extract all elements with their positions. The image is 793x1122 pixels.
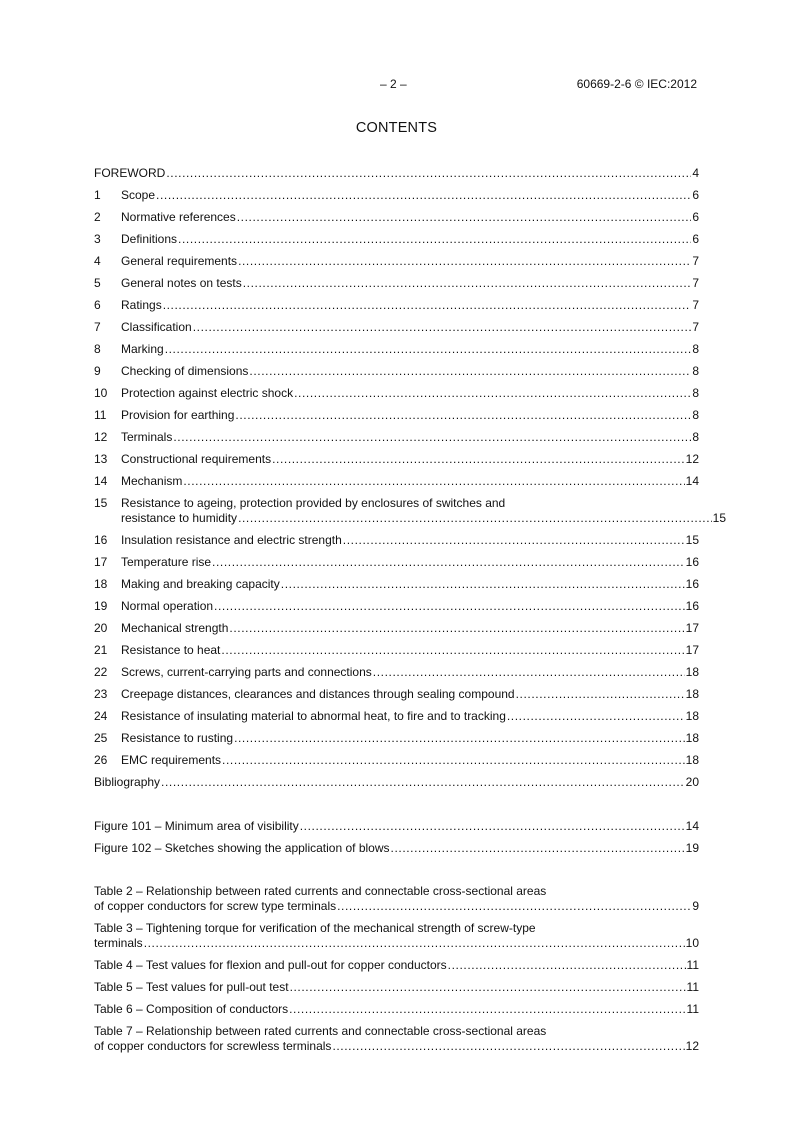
dot-leader [144, 936, 685, 951]
toc-entry-number: 6 [94, 298, 101, 312]
toc-entry-page: 6 [692, 232, 699, 246]
table-entry-page: 11 [686, 980, 699, 994]
toc-entry-page: 16 [685, 599, 699, 613]
table-entry-text: Table 6 – Composition of conductors [94, 1002, 289, 1016]
toc-entry-page: 4 [692, 166, 699, 180]
dot-leader [166, 166, 691, 181]
toc-entry-foreword[interactable] [94, 166, 699, 182]
toc-entry[interactable] [94, 342, 699, 358]
toc-entry-text: Resistance to ageing, protection provided by enclosures of switches and [121, 496, 506, 510]
toc-entry-text: Bibliography [94, 775, 161, 789]
toc-entry-text: Marking [121, 342, 164, 356]
toc-entry-text: Mechanism [121, 474, 183, 488]
toc-entry-page: 7 [692, 276, 699, 290]
list-of-tables-entry[interactable] [94, 1024, 699, 1056]
toc-entry-number: 5 [94, 276, 101, 290]
toc-entry-text: EMC requirements [121, 753, 222, 767]
dot-leader [237, 210, 692, 225]
toc-entry-text: General notes on tests [121, 276, 242, 290]
document-reference: 60669-2-6 © IEC:2012 [576, 77, 697, 91]
toc-entry[interactable] [94, 577, 699, 593]
page-title: CONTENTS [355, 120, 438, 136]
toc-entry[interactable] [94, 665, 699, 681]
list-of-tables-entry[interactable] [94, 958, 699, 974]
toc-entry[interactable] [94, 408, 699, 424]
toc-entry-text: Terminals [121, 430, 173, 444]
toc-entry-page: 8 [692, 364, 699, 378]
toc-entry[interactable] [94, 599, 699, 615]
figure-entry-text: Figure 101 – Minimum area of visibility [94, 819, 299, 833]
toc-entry[interactable] [94, 731, 699, 747]
dot-leader [343, 533, 685, 548]
toc-entry[interactable] [94, 687, 699, 703]
page-number: – 2 – [380, 77, 407, 91]
toc-entry-text: Normal operation [121, 599, 214, 613]
toc-entry-text: Scope [121, 188, 156, 202]
dot-leader [222, 753, 685, 768]
toc-entry-text: Mechanical strength [121, 621, 229, 635]
dot-leader [165, 342, 692, 357]
toc-entry-page: 8 [692, 386, 699, 400]
list-of-figures-entry[interactable] [94, 819, 699, 835]
table-entry-page: 11 [686, 958, 699, 972]
toc-entry-number: 20 [94, 621, 108, 635]
toc-entry-text: Temperature rise [121, 555, 212, 569]
toc-entry[interactable] [94, 386, 699, 402]
dot-leader [289, 1002, 685, 1017]
dot-leader [173, 430, 691, 445]
toc-entry-number: 26 [94, 753, 108, 767]
toc-entry[interactable] [94, 555, 699, 571]
toc-entry-number: 23 [94, 687, 108, 701]
toc-entry-number: 25 [94, 731, 108, 745]
toc-entry-page: 18 [685, 687, 699, 701]
toc-entry-number: 17 [94, 555, 108, 569]
table-entry-page: 11 [686, 1002, 699, 1016]
dot-leader [290, 980, 686, 995]
toc-entry-number: 18 [94, 577, 108, 591]
dot-leader [281, 577, 685, 592]
list-of-tables-entry[interactable] [94, 980, 699, 996]
toc-entry[interactable] [94, 496, 726, 528]
table-entry-text: Table 2 – Relationship between rated currents and connectable cross-sectional areas [94, 884, 547, 898]
toc-entry[interactable] [94, 298, 699, 314]
dot-leader [448, 958, 686, 973]
toc-entry-text: Resistance to rusting [121, 731, 234, 745]
dot-leader [193, 320, 692, 335]
dot-leader [221, 643, 684, 658]
dot-leader [294, 386, 691, 401]
toc-entry[interactable] [94, 276, 699, 292]
toc-entry[interactable] [94, 430, 699, 446]
toc-entry-page: 6 [692, 210, 699, 224]
toc-entry-page: 20 [685, 775, 699, 789]
toc-entry[interactable] [94, 452, 699, 468]
table-entry-text: Table 3 – Tightening torque for verification of the mechanical strength of screw-type [94, 921, 536, 935]
dot-leader [156, 188, 691, 203]
dot-leader [229, 621, 684, 636]
list-of-tables-entry[interactable] [94, 921, 699, 953]
toc-entry-page: 17 [685, 643, 699, 657]
figure-entry-text: Figure 102 – Sketches showing the application of blows [94, 841, 390, 855]
toc-entry-text: Making and breaking capacity [121, 577, 280, 591]
table-entry-page: 9 [692, 899, 699, 913]
toc-entry-page: 7 [692, 298, 699, 312]
toc-entry-number: 2 [94, 210, 101, 224]
toc-entry-page: 8 [692, 430, 699, 444]
dot-leader [161, 775, 685, 790]
toc-entry-page: 8 [692, 342, 699, 356]
toc-entry-page: 18 [685, 753, 699, 767]
toc-entry[interactable] [94, 210, 699, 226]
toc-entry-text: Definitions [121, 232, 178, 246]
toc-entry[interactable] [94, 364, 699, 380]
toc-entry-number: 19 [94, 599, 108, 613]
toc-entry-number: 11 [94, 408, 107, 422]
toc-entry[interactable] [94, 753, 699, 769]
figure-entry-page: 14 [685, 819, 699, 833]
dot-leader [238, 254, 691, 269]
table-entry-page: 10 [685, 936, 699, 950]
toc-entry-page: 7 [692, 254, 699, 268]
table-entry-text-continued: of copper conductors for screw type terminals [94, 899, 337, 913]
toc-entry-text: FOREWORD [94, 166, 166, 180]
dot-leader [183, 474, 684, 489]
toc-entry-text: Constructional requirements [121, 452, 272, 466]
toc-entry-text: Insulation resistance and electric strength [121, 533, 342, 547]
toc-entry-number: 10 [94, 386, 108, 400]
toc-entry-number: 24 [94, 709, 108, 723]
toc-entry-page: 15 [685, 533, 699, 547]
toc-entry-page: 8 [692, 408, 699, 422]
table-entry-text: Table 7 – Relationship between rated currents and connectable cross-sectional areas [94, 1024, 547, 1038]
toc-entry-text: Protection against electric shock [121, 386, 294, 400]
toc-entry-page: 16 [685, 555, 699, 569]
toc-entry-text: Provision for earthing [121, 408, 235, 422]
dot-leader [373, 665, 685, 680]
toc-entry[interactable] [94, 621, 699, 637]
toc-entry-bibliography[interactable] [94, 775, 699, 791]
toc-entry-number: 3 [94, 232, 101, 246]
toc-entry-page: 15 [712, 511, 726, 525]
dot-leader [272, 452, 685, 467]
dot-leader [516, 687, 685, 702]
table-entry-page: 12 [685, 1039, 699, 1053]
toc-entry-page: 16 [685, 577, 699, 591]
toc-entry-page: 18 [685, 731, 699, 745]
dot-leader [212, 555, 685, 570]
toc-entry-number: 13 [94, 452, 108, 466]
toc-entry[interactable] [94, 474, 699, 490]
dot-leader [391, 841, 685, 856]
toc-entry-number: 15 [94, 496, 108, 510]
dot-leader [214, 599, 685, 614]
table-entry-text-continued: of copper conductors for screwless terminals [94, 1039, 332, 1053]
toc-entry-text: Ratings [121, 298, 162, 312]
toc-entry[interactable] [94, 188, 699, 204]
toc-entry[interactable] [94, 709, 699, 725]
toc-entry-number: 7 [94, 320, 101, 334]
toc-entry-page: 6 [692, 188, 699, 202]
dot-leader [178, 232, 691, 247]
list-of-figures-entry[interactable] [94, 841, 699, 857]
toc-entry-page: 18 [685, 665, 699, 679]
dot-leader [332, 1039, 684, 1054]
toc-entry-text: General requirements [121, 254, 238, 268]
toc-entry-page: 7 [692, 320, 699, 334]
dot-leader [300, 819, 685, 834]
dot-leader [235, 408, 691, 423]
dot-leader [243, 276, 692, 291]
toc-entry-text: Creepage distances, clearances and distances through sealing compound [121, 687, 515, 701]
dot-leader [163, 298, 692, 313]
table-of-contents [94, 0, 726, 1122]
dot-leader [234, 731, 685, 746]
list-of-tables-entry[interactable] [94, 1002, 699, 1018]
table-entry-text: Table 5 – Test values for pull-out test [94, 980, 289, 994]
toc-entry-page: 18 [685, 709, 699, 723]
toc-entry-page: 17 [685, 621, 699, 635]
toc-entry-text: Screws, current-carrying parts and connections [121, 665, 372, 679]
toc-entry-number: 8 [94, 342, 101, 356]
toc-entry[interactable] [94, 320, 699, 336]
toc-entry-number: 16 [94, 533, 108, 547]
toc-entry-text: Classification [121, 320, 192, 334]
toc-entry[interactable] [94, 643, 699, 659]
toc-entry-text-continued: resistance to humidity [121, 511, 238, 525]
toc-entry-page: 12 [685, 452, 699, 466]
toc-entry-page: 14 [685, 474, 699, 488]
toc-entry-text: Resistance of insulating material to abnormal heat, to fire and to tracking [121, 709, 506, 723]
dot-leader [337, 899, 691, 914]
toc-entry-number: 14 [94, 474, 108, 488]
dot-leader [238, 511, 712, 526]
dot-leader [507, 709, 685, 724]
toc-entry-text: Resistance to heat [121, 643, 221, 657]
toc-entry-text: Checking of dimensions [121, 364, 249, 378]
toc-entry-number: 22 [94, 665, 108, 679]
toc-entry-text: Normative references [121, 210, 236, 224]
figure-entry-page: 19 [685, 841, 699, 855]
table-entry-text-continued: terminals [94, 936, 143, 950]
toc-entry[interactable] [94, 254, 699, 270]
toc-entry-number: 9 [94, 364, 101, 378]
toc-entry-number: 1 [94, 188, 101, 202]
dot-leader [249, 364, 691, 379]
toc-entry-number: 21 [94, 643, 108, 657]
toc-entry[interactable] [94, 533, 699, 549]
toc-entry-number: 4 [94, 254, 101, 268]
list-of-tables-entry[interactable] [94, 884, 699, 916]
toc-entry-number: 12 [94, 430, 108, 444]
toc-entry[interactable] [94, 232, 699, 248]
table-entry-text: Table 4 – Test values for flexion and pull-out for copper conductors [94, 958, 447, 972]
